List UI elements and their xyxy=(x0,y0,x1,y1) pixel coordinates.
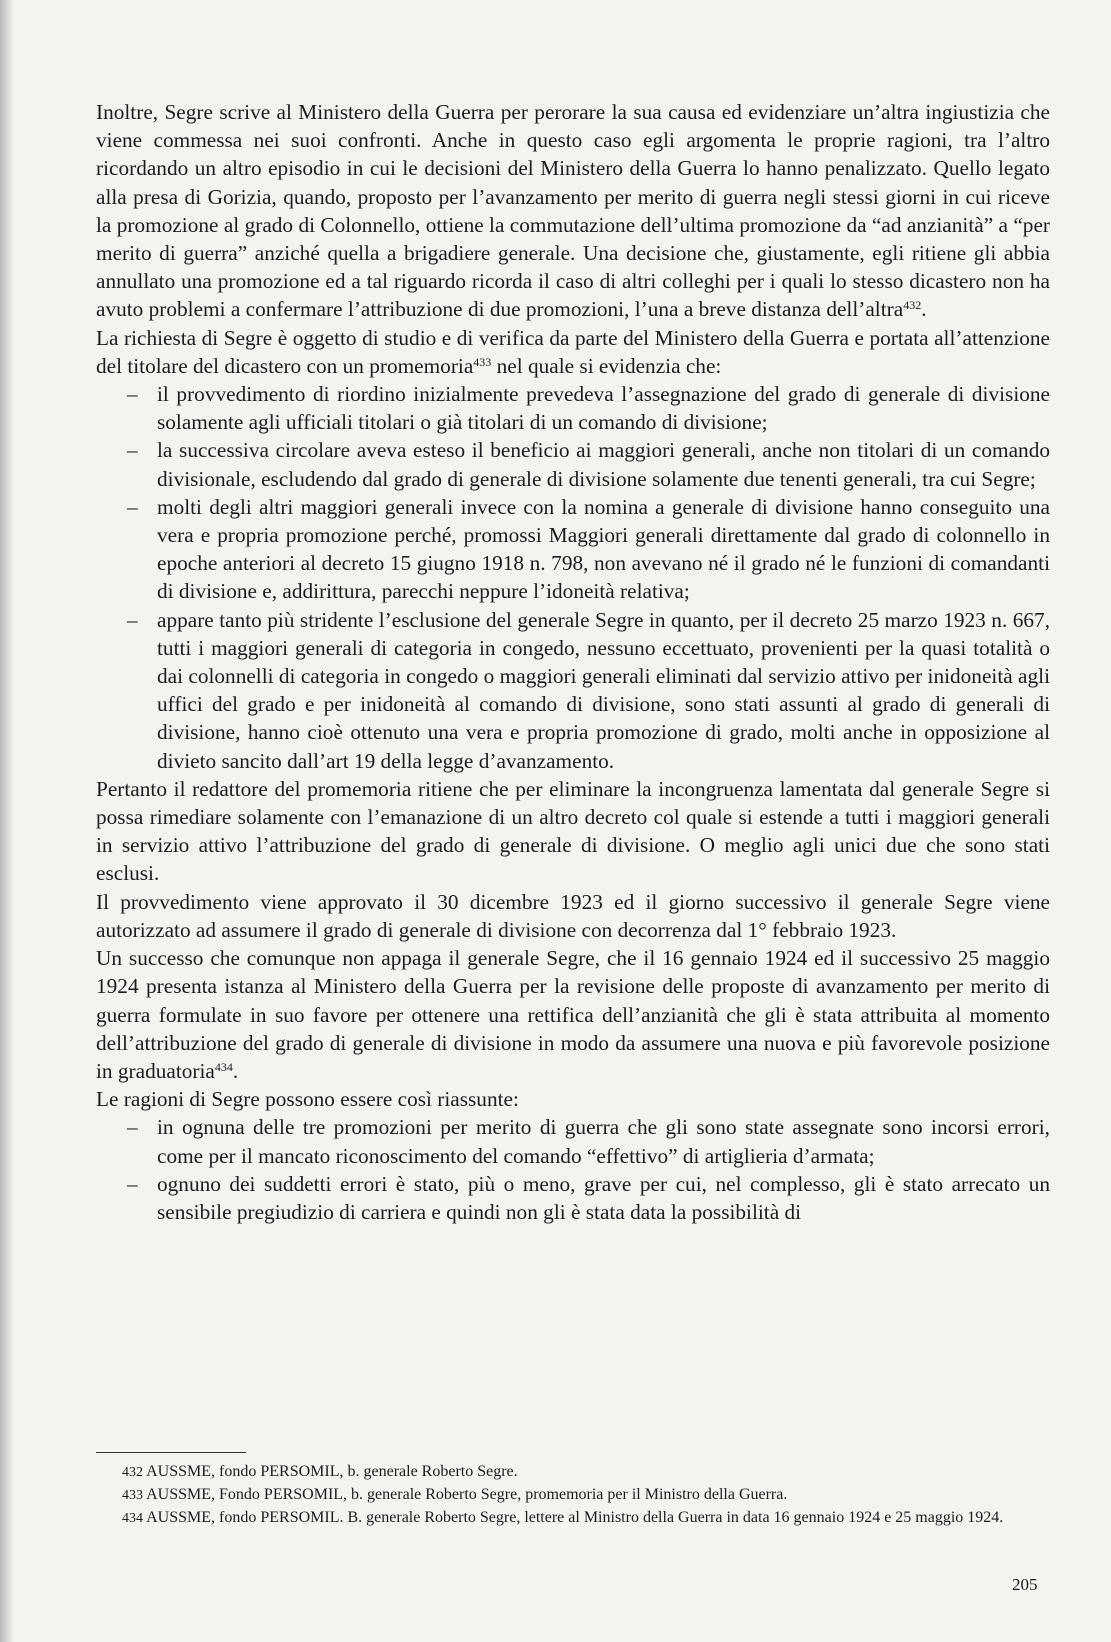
list-item: – molti degli altri maggiori generali invece con la nomina a generale di divisione hanno conseguito una vera e propria promozione perché, promossi Maggiori generali direttamente dal grado di colonnello in epoche anteriori al decreto 15 giugno 1918 n. 798, non avevano né il grado né le funzioni di comandanti di divisione e, addirittura, parecchi neppure l’idoneità relativa; xyxy=(127,494,1050,604)
list-item: – ognuno dei suddetti errori è stato, più o meno, grave per cui, nel complesso, gli è stato arrecato un sensibile pregiudizio di carriera e quindi non gli è stata data la possibilità di xyxy=(127,1171,1050,1224)
paragraph-6: Le ragioni di Segre possono essere così riassunte: xyxy=(96,1087,519,1112)
list-item: – in ognuna delle tre promozioni per merito di guerra che gli sono state assegnate sono incorsi errori, come per il mancato riconoscimento del comando “effettivo” di artiglieria d’armata; xyxy=(127,1115,1050,1168)
paragraph-1: Inoltre, Segre scrive al Ministero della Guerra per perorare la sua causa ed evidenziare un’altra ingiustizia che viene commessa nei suoi confronti. Anche in questo caso egli argomenta le proprie ragioni, tra l’altro ricordando un altro episodio in cui le decisioni del Ministero della Guerra lo hanno penalizzato. Quello legato alla presa di Gorizia, quando, proposto per l’avanzamento per merito di guerra negli stessi giorni in cui riceve la promozione al grado di Colonnello, ottiene la commutazione dell’ultima promozione da “ad anzianità” a “per merito di guerra” anziché quella a brigadiere generale. Una decisione che, giustamente, egli ritiene gli abbia annullato una promozione ed a tal riguardo ricorda il caso di altri colleghi per i quali lo stesso dicastero non ha avuto problemi a confermare l’attribuzione di due promozioni, l’una a breve distanza dell’altra$^{432}$. xyxy=(96,100,1050,322)
page-body xyxy=(96,98,1050,1226)
paragraph-3: Pertanto il redattore del promemoria ritiene che per eliminare la incongruenza lamentata dal generale Segre si possa rimediare solamente con l’emanazione di un altro decreto col quale si estende a tutti i maggiori generali in servizio attivo l’attribuzione del grado di generale di divisione. O meglio agli unici due che sono stati esclusi. xyxy=(96,776,1050,886)
dash-bullet: – xyxy=(127,494,138,519)
dash-bullet: – xyxy=(127,438,138,463)
paragraph-2: La richiesta di Segre è oggetto di studio e di verifica da parte del Ministero della Guerra e portata all’attenzione del titolare del dicastero con un promemoria$^{433}$ nel quale si evidenzia che: xyxy=(96,325,1050,378)
footnote-ref-432[interactable]: 432 xyxy=(903,298,922,313)
list-item: – appare tanto più stridente l’esclusione del generale Segre in quanto, per il decreto 25 marzo 1923 n. 667, tutti i maggiori generali di categoria in congedo, nessuno eccettuato, provenienti per la quasi totalità o dai colonnelli di categoria in congedo o maggiori generali eliminati dal servizio attivo per inidoneità agli uffici del grado e per inidoneità al comando di divisione, sono stati assunti al grado di generali di divisione, hanno cioè ottenuto una vera e propria promozione di grado, molti anche in opposizione al divieto sancito dall’art 19 della legge d’avanzamento. xyxy=(127,607,1050,773)
book-gutter-shadow xyxy=(0,0,14,1642)
dash-bullet: – xyxy=(127,1171,138,1196)
list-item: – la successiva circolare aveva esteso il beneficio ai maggiori generali, anche non titolari di un comando divisionale, escludendo dal grado di generale di divisione solamente due tenenti generali, tra cui Segre; xyxy=(127,438,1050,491)
dash-bullet: – xyxy=(127,1115,138,1140)
footnote-432: 432 AUSSME, fondo PERSOMIL, b. generale Roberto Segre. xyxy=(122,1463,518,1480)
footnotes xyxy=(96,1461,1050,1530)
footnote-ref-433[interactable]: 433 xyxy=(473,354,492,369)
dash-bullet: – xyxy=(127,607,138,632)
paragraph-5: Un successo che comunque non appaga il generale Segre, che il 16 gennaio 1924 ed il successivo 25 maggio 1924 presenta istanza al Ministero della Guerra per la revisione delle proposte di avanzamento per merito di guerra formulate in suo favore per ottenere una rettifica dell’anzianità che gli è stata attribuita al momento dell’attribuzione del grado di generale di divisione in modo da assumere una nuova e più favorevole posizione in graduatoria$^{434}$. xyxy=(96,946,1050,1083)
bullet-list-reasons xyxy=(96,1113,1050,1226)
paragraph-4: Il provvedimento viene approvato il 30 dicembre 1923 ed il giorno successivo il generale Segre viene autorizzato ad assumere il grado di generale di divisione con decorrenza dal 1° febbraio 1923. xyxy=(96,889,1050,942)
bullet-list-memorandum xyxy=(96,380,1050,775)
footnote-ref-434[interactable]: 434 xyxy=(214,1059,233,1074)
footnote-433: 433 AUSSME, Fondo PERSOMIL, b. generale Roberto Segre, promemoria per il Ministro della Guerra. xyxy=(122,1486,788,1503)
list-item: – il provvedimento di riordino inizialmente prevedeva l’assegnazione del grado di generale di divisione solamente agli ufficiali titolari o già titolari di un comando di divisione; xyxy=(127,382,1050,435)
page-number: 205 xyxy=(1012,1575,1038,1594)
footnote-separator xyxy=(96,1452,246,1453)
footnote-434: 434 AUSSME, fondo PERSOMIL. B. generale Roberto Segre, lettere al Ministro della Guerra in data 16 gennaio 1924 e 25 maggio 1924. xyxy=(122,1509,1004,1526)
dash-bullet: – xyxy=(127,382,138,407)
